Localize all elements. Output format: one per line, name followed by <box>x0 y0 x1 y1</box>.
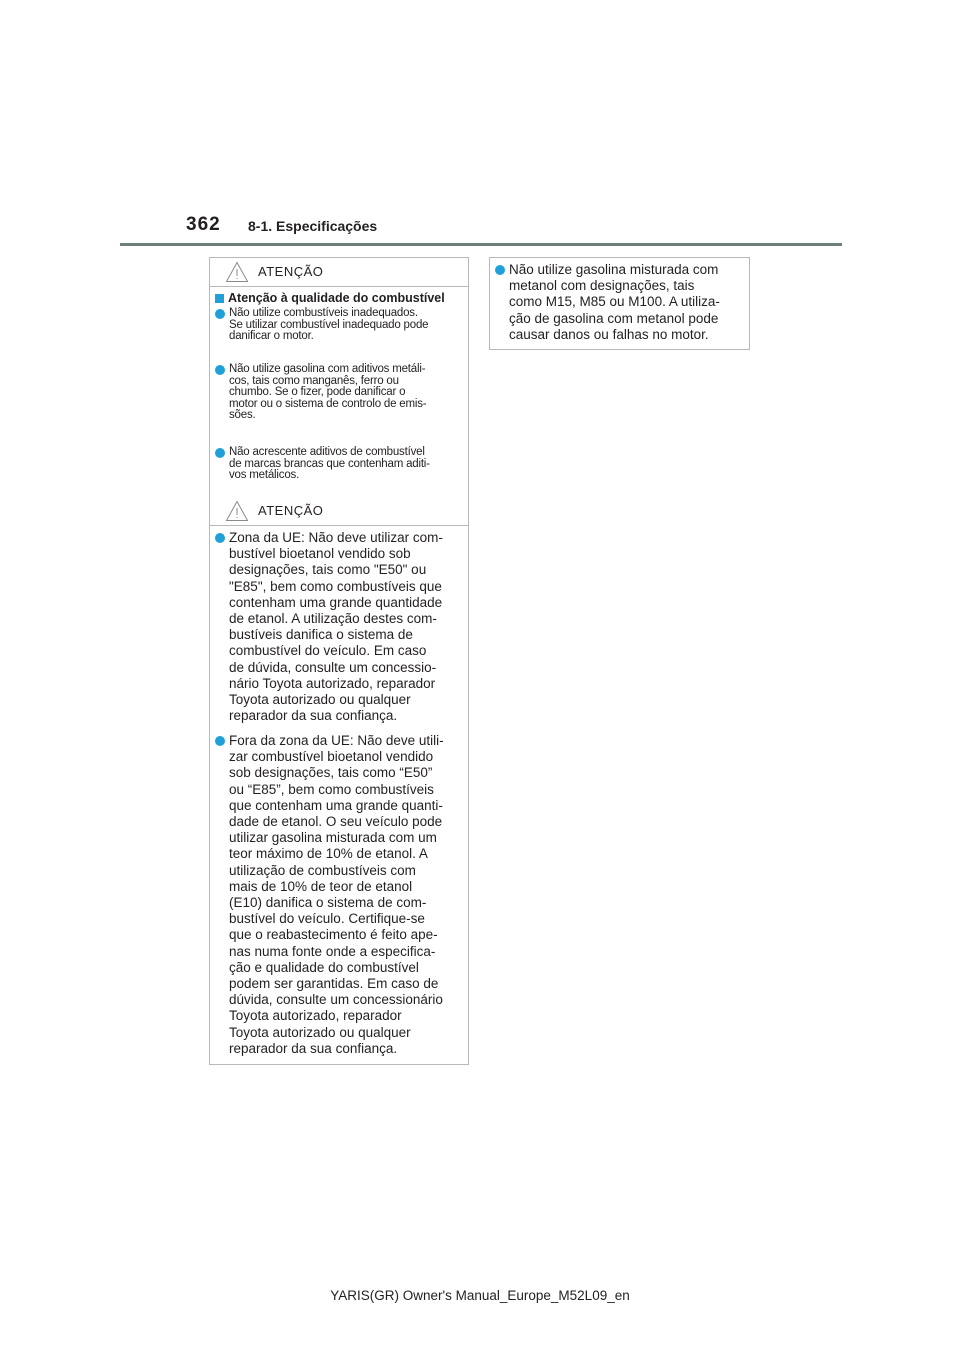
caution-header <box>210 258 468 286</box>
list-item-text: Não utilize gasolina com aditivos metáli- cos, tais como manganês, ferro ou chumbo. Se o fizer, pode danificar o motor ou o sistema de controlo de emis- sões. <box>229 363 427 421</box>
list-item <box>215 733 464 1057</box>
caution-title: ATENÇÃO <box>258 503 324 518</box>
caution-header <box>210 497 468 525</box>
list-item-text: Não utilize combustíveis inadequados. Se utilizar combustível inadequado pode danificar o motor. <box>229 307 429 342</box>
divider <box>210 286 468 287</box>
square-bullet-icon <box>215 294 224 303</box>
divider <box>210 525 468 526</box>
header-rule <box>120 243 842 246</box>
round-bullet-icon <box>215 448 225 458</box>
warning-triangle-icon <box>225 261 249 283</box>
footer-text: YARIS(GR) Owner's Manual_Europe_M52L09_en <box>330 1288 630 1303</box>
fuel-quality-heading-text: Atenção à qualidade do combustível <box>228 291 445 305</box>
list-item <box>215 364 464 422</box>
list-item-text: Não utilize gasolina misturada com metanol com designações, tais como M15, M85 ou M100. A utiliza- ção de gasolina com metanol pode causar danos ou falhas no motor. <box>509 262 720 342</box>
fuel-quality-heading <box>215 291 445 305</box>
round-bullet-icon <box>215 365 225 375</box>
list-item-text: Não acrescente aditivos de combustível de marcas brancas que contenham aditi- vos metálicos. <box>229 446 430 481</box>
caution-box-left <box>209 257 469 1065</box>
list-item <box>215 530 464 724</box>
caution-box-right <box>489 257 750 350</box>
page-number: 362 <box>186 214 221 235</box>
list-item <box>215 308 464 343</box>
list-item <box>495 262 745 343</box>
caution-title: ATENÇÃO <box>258 264 324 279</box>
section-title: 8-1. Especificações <box>248 218 378 234</box>
list-item-text: Zona da UE: Não deve utilizar com- bustível bioetanol vendido sob designações, tais como "E50" ou "E85", bem como combustíveis que contenham uma grande quantidade de etanol. A utilização destes com- bustíveis danifica o sistema de combustível do veículo. Em caso de dúvida, consulte um concessio- nário Toyota autorizado, reparador Toyota autorizado ou qualquer reparador da sua confiança. <box>229 530 443 724</box>
list-item <box>215 447 464 482</box>
list-item-text: Fora da zona da UE: Não deve utili- zar combustível bioetanol vendido sob designações, tais como “E50” ou “E85”, bem como combustíveis que contenham uma grande quanti- dade de etanol. O seu veículo pode utilizar gasolina misturada com um teor máximo de 10% de etanol. A utilização de combustíveis com mais de 10% de teor de etanol (E10) danifica o sistema de com- bustível do veículo. Certifique-se que o reabastecimento é feito ape- nas numa fonte onde a especifica- ção e qualidade do combustível podem ser garantidas. Em caso de dúvida, consulte um concessionário Toyota autorizado, reparador Toyota autorizado ou qualquer reparador da sua confiança. <box>229 733 444 1056</box>
round-bullet-icon <box>215 736 225 746</box>
round-bullet-icon <box>215 533 225 543</box>
round-bullet-icon <box>215 309 225 319</box>
warning-triangle-icon <box>225 500 249 522</box>
round-bullet-icon <box>495 265 505 275</box>
